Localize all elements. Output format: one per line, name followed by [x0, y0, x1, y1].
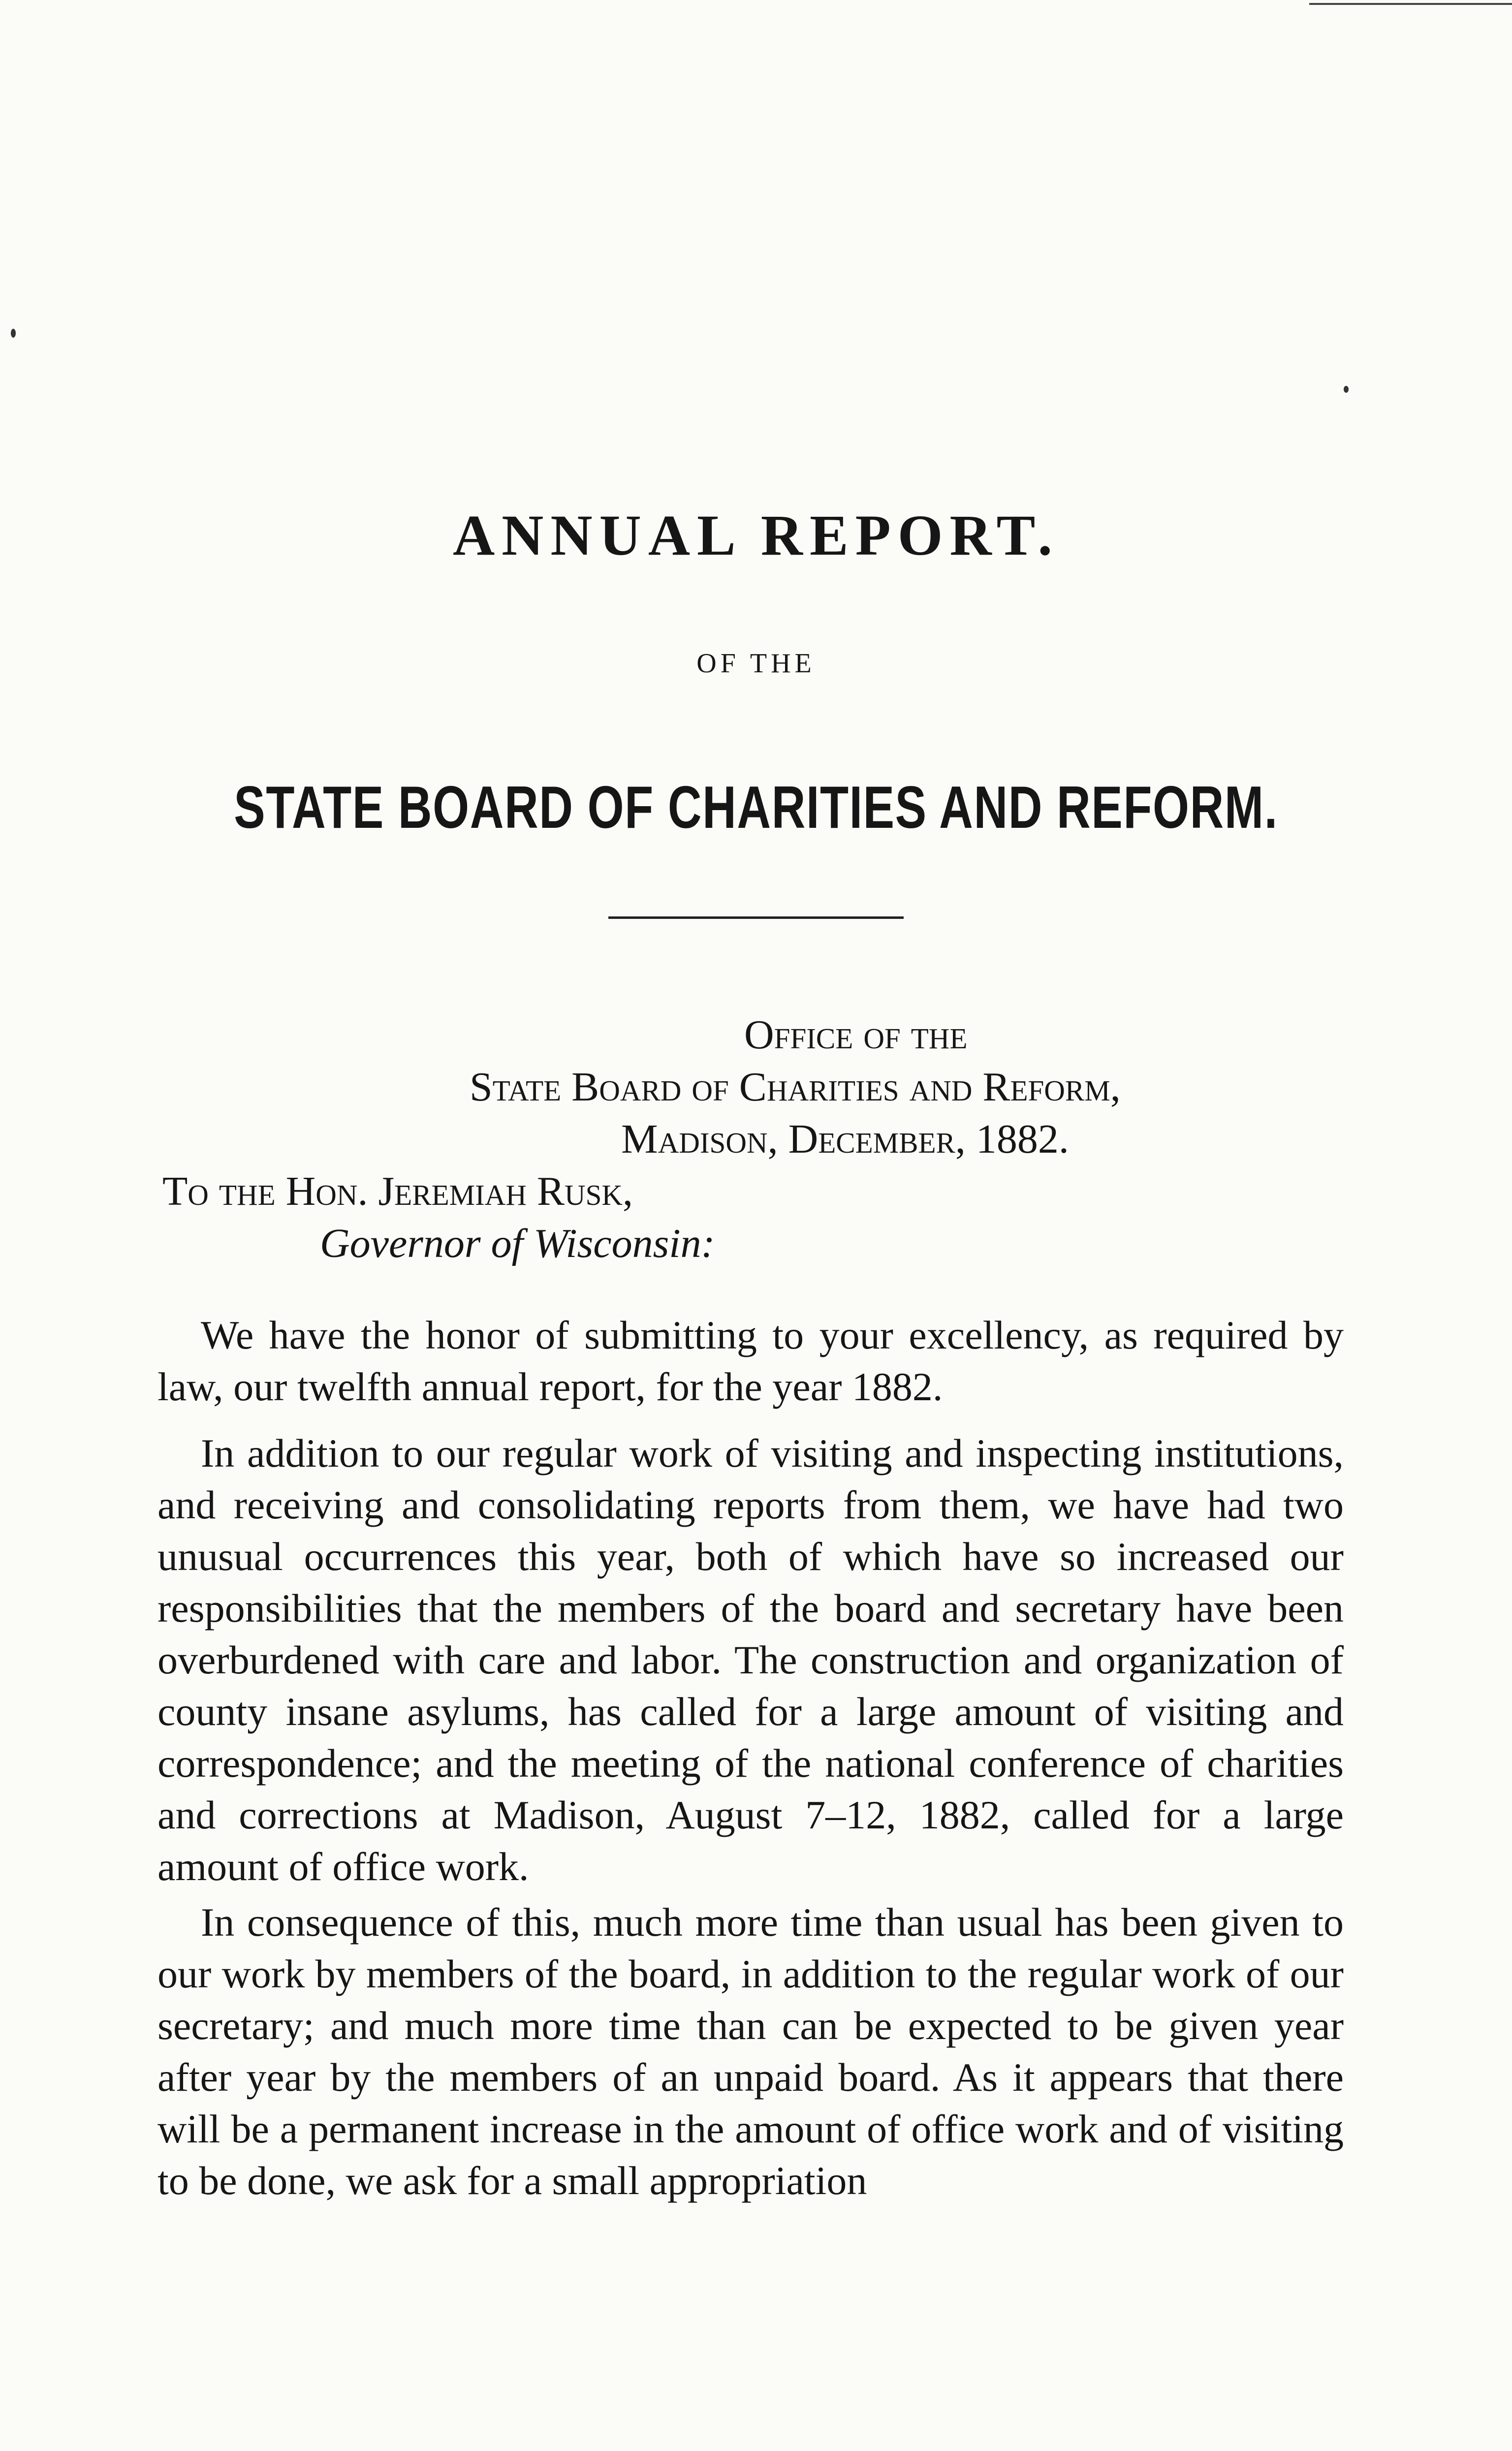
- salutation-to-line: [162, 1167, 633, 1215]
- to-line-text: To the Hon. Jeremiah Rusk,: [162, 1168, 633, 1214]
- paragraph-2: In addition to our regular work of visiting and inspecting institutions, and receiving and consolidating reports from them, we have had two unusual occurrences this year, both of which have so increased our responsibilities that the members of the board and secretary have been overburdened with care and labor. The construction and organization of county insane asylums, has called for a large amount of visiting and correspondence; and the meeting of the national conference of charities and corrections at Madison, August 7–12, 1882, called for a large amount of office work.: [158, 1431, 1344, 1889]
- report-title: ANNUAL REPORT.: [452, 503, 1060, 567]
- office-line-text: Office of the: [744, 1012, 968, 1058]
- board-line-text: State Board of Charities and Reform,: [470, 1064, 1121, 1110]
- letterhead-place-date: [621, 1115, 1069, 1163]
- paragraph-1: We have the honor of submitting to your excellency, as required by law, our twelfth annual report, for the year 1882.: [158, 1313, 1344, 1409]
- place-date-text: Madison, December, 1882.: [621, 1116, 1069, 1162]
- section-divider: [608, 916, 904, 919]
- top-edge-rule: [1309, 3, 1512, 5]
- ink-speck: [1344, 386, 1349, 393]
- ink-speck: [11, 329, 16, 338]
- governor-line-text: Governor of Wisconsin:: [320, 1221, 715, 1266]
- letterhead-office-line: [744, 1011, 967, 1059]
- of-the-label: OF THE: [696, 648, 816, 679]
- report-body: [158, 1309, 1344, 2206]
- board-title: STATE BOARD OF CHARITIES AND REFORM.: [234, 774, 1278, 841]
- salutation-governor-line: [320, 1220, 715, 1267]
- paragraph-3: In consequence of this, much more time than usual has been given to our work by members of the board, in addition to the regular work of our secretary; and much more time than can be expected to be given year after year by the members of an unpaid board. As it appears that there will be a permanent increase in the amount of office work and of visiting to be done, we ask for a small appropriation: [158, 1900, 1344, 2203]
- letterhead-board-line: [470, 1063, 1121, 1111]
